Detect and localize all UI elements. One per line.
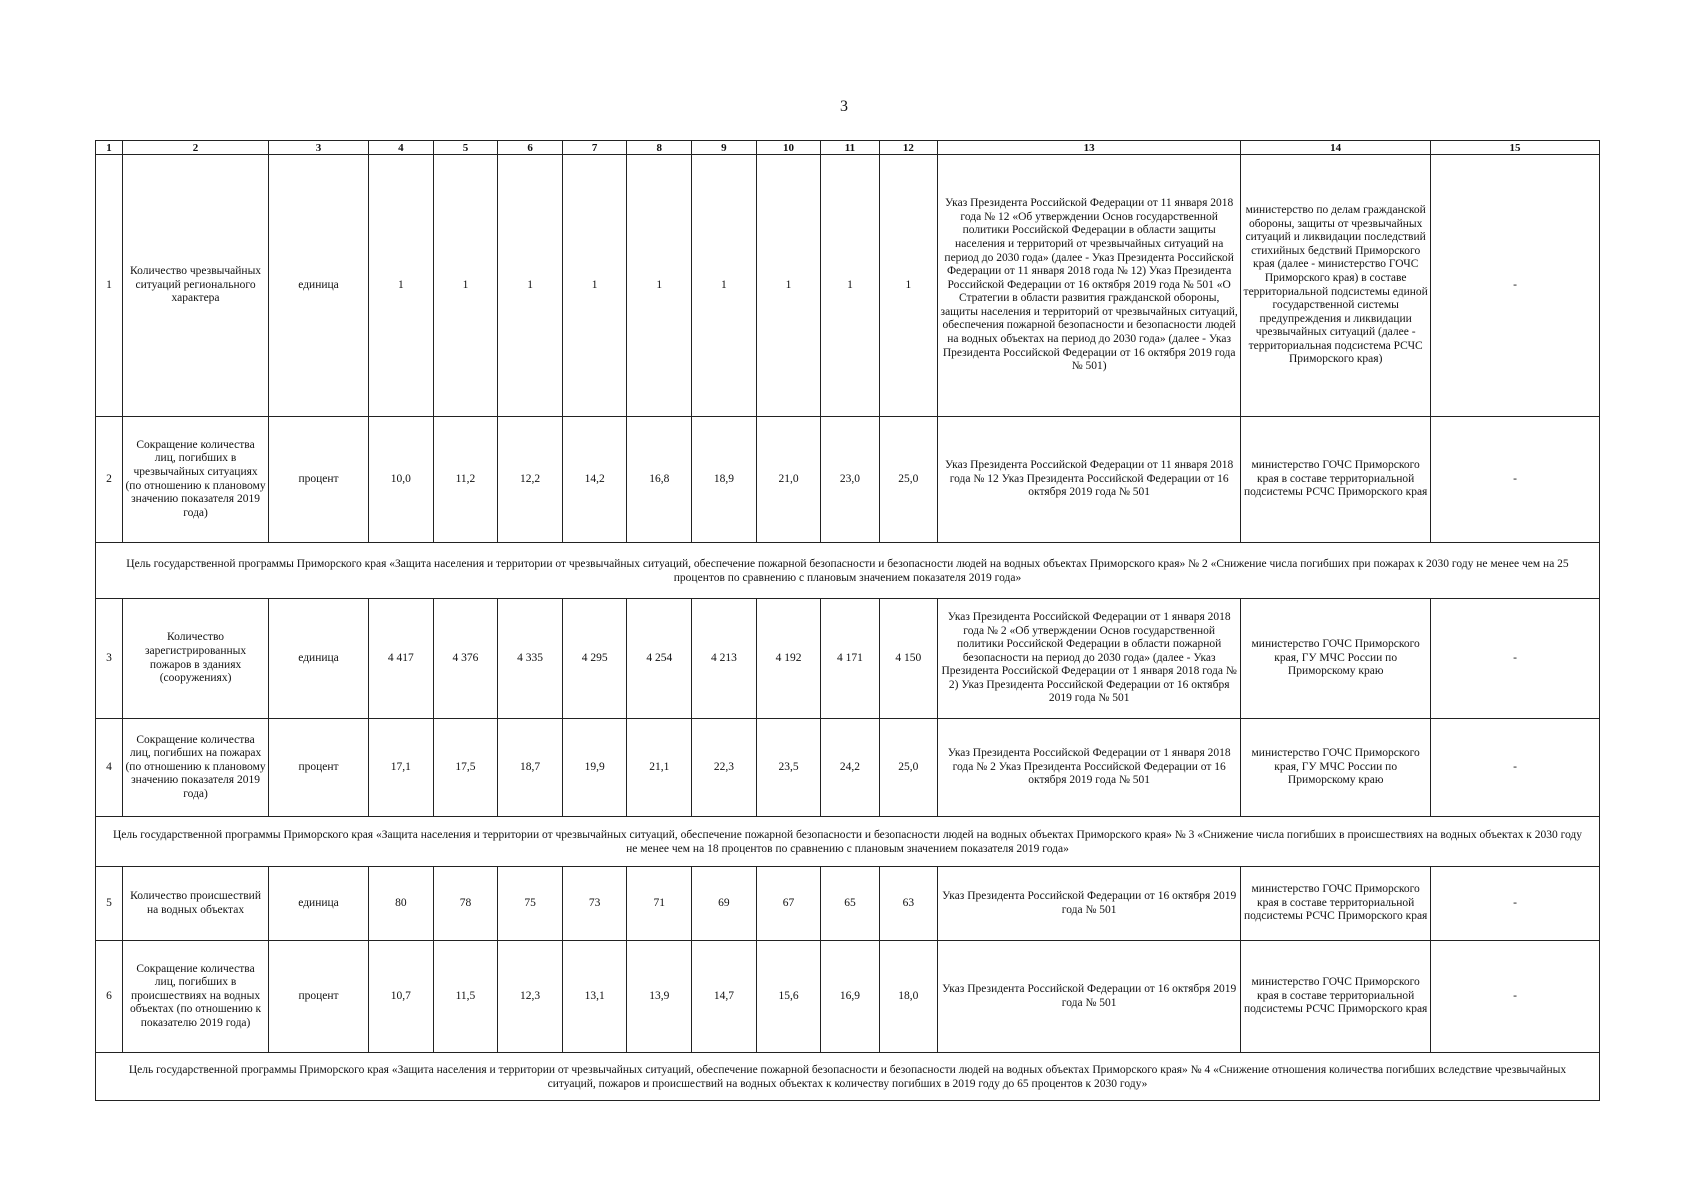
column-15-value: - [1431, 599, 1600, 719]
indicator-value: 1 [879, 155, 937, 417]
indicator-value: 4 171 [821, 599, 879, 719]
indicator-value: 1 [756, 155, 821, 417]
column-number: 12 [879, 141, 937, 155]
indicator-number: 2 [96, 417, 123, 543]
indicator-value: 13,9 [627, 941, 692, 1053]
indicator-name: Сокращение количества лиц, погибших на пожарах (по отношению к плановому значению показателя 2019 года) [123, 719, 269, 817]
column-15-value: - [1431, 155, 1600, 417]
indicator-value: 22,3 [692, 719, 757, 817]
column-number: 9 [692, 141, 757, 155]
program-goal-row [96, 1053, 1600, 1101]
indicator-value: 12,3 [498, 941, 563, 1053]
indicator-value: 80 [369, 867, 434, 941]
table-body [96, 141, 1600, 1101]
indicator-value: 4 213 [692, 599, 757, 719]
program-goal-text: Цель государственной программы Приморского края «Защита населения и территории от чрезвычайных ситуаций, обеспечение пожарной безопасности и безопасности людей на водных объектах Приморского края» № 2 «Снижение числа погибших при пожарах к 2030 году не менее чем на 25 процентов по сравнению с плановым значением показателя 2019 года» [96, 543, 1600, 599]
program-goal-row [96, 817, 1600, 867]
indicator-number: 6 [96, 941, 123, 1053]
indicator-unit: единица [269, 155, 369, 417]
indicator-value: 14,7 [692, 941, 757, 1053]
column-number: 11 [821, 141, 879, 155]
column-15-value: - [1431, 417, 1600, 543]
column-number: 14 [1241, 141, 1431, 155]
indicator-value: 11,5 [433, 941, 498, 1053]
indicator-unit: единица [269, 867, 369, 941]
legal-basis: Указ Президента Российской Федерации от 11 января 2018 года № 12 «Об утверждении Основ государственной политики Российской Федерации в области защиты населения и территорий от чрезвычайных ситуаций на период до 2030 года» (далее - Указ Президента Российской Федерации от 11 января 2018 года № 12) Указ Президента Российской Федерации от 16 октября 2019 года № 501 «О Стратегии в области развития гражданской обороны, защиты населения и территорий от чрезвычайных ситуаций, обеспечения пожарной безопасности и безопасности людей на водных объектах на период до 2030 года» (далее - Указ Президента Российской Федерации от 16 октября 2019 года № 501) [938, 155, 1241, 417]
responsible-executor: министерство ГОЧС Приморского края, ГУ МЧС России по Приморскому краю [1241, 719, 1431, 817]
indicator-value: 73 [562, 867, 627, 941]
responsible-executor: министерство ГОЧС Приморского края, ГУ МЧС России по Приморскому краю [1241, 599, 1431, 719]
indicator-value: 24,2 [821, 719, 879, 817]
indicator-number: 4 [96, 719, 123, 817]
indicator-value: 4 150 [879, 599, 937, 719]
indicator-value: 25,0 [879, 719, 937, 817]
column-number: 3 [269, 141, 369, 155]
indicator-row [96, 867, 1600, 941]
indicator-value: 13,1 [562, 941, 627, 1053]
indicator-value: 10,0 [369, 417, 434, 543]
column-15-value: - [1431, 719, 1600, 817]
indicator-unit: единица [269, 599, 369, 719]
indicator-value: 23,5 [756, 719, 821, 817]
indicator-value: 1 [369, 155, 434, 417]
indicator-value: 1 [562, 155, 627, 417]
legal-basis: Указ Президента Российской Федерации от 1 января 2018 года № 2 Указ Президента Российской Федерации от 16 октября 2019 года № 501 [938, 719, 1241, 817]
page-number: 3 [840, 98, 848, 115]
indicator-value: 17,5 [433, 719, 498, 817]
indicator-name: Количество зарегистрированных пожаров в зданиях (сооружениях) [123, 599, 269, 719]
indicator-value: 25,0 [879, 417, 937, 543]
indicator-value: 16,9 [821, 941, 879, 1053]
column-number: 15 [1431, 141, 1600, 155]
legal-basis: Указ Президента Российской Федерации от 16 октября 2019 года № 501 [938, 867, 1241, 941]
column-number: 7 [562, 141, 627, 155]
indicator-name: Количество чрезвычайных ситуаций регионального характера [123, 155, 269, 417]
indicator-value: 23,0 [821, 417, 879, 543]
indicator-row [96, 719, 1600, 817]
indicator-value: 21,1 [627, 719, 692, 817]
indicator-value: 4 192 [756, 599, 821, 719]
column-number: 13 [938, 141, 1241, 155]
indicator-value: 75 [498, 867, 563, 941]
indicator-row [96, 941, 1600, 1053]
indicator-name: Сокращение количества лиц, погибших в чрезвычайных ситуациях (по отношению к плановому значению показателя 2019 года) [123, 417, 269, 543]
indicator-value: 15,6 [756, 941, 821, 1053]
indicator-value: 18,9 [692, 417, 757, 543]
indicator-value: 63 [879, 867, 937, 941]
legal-basis: Указ Президента Российской Федерации от 11 января 2018 года № 12 Указ Президента Российской Федерации от 16 октября 2019 года № 501 [938, 417, 1241, 543]
indicator-value: 1 [692, 155, 757, 417]
indicator-name: Количество происшествий на водных объектах [123, 867, 269, 941]
column-number-row [96, 141, 1600, 155]
indicator-value: 69 [692, 867, 757, 941]
responsible-executor: министерство ГОЧС Приморского края в составе территориальной подсистемы РСЧС Приморского края [1241, 867, 1431, 941]
indicator-value: 67 [756, 867, 821, 941]
indicators-table [95, 140, 1600, 1101]
responsible-executor: министерство ГОЧС Приморского края в составе территориальной подсистемы РСЧС Приморского края [1241, 417, 1431, 543]
indicator-value: 65 [821, 867, 879, 941]
indicator-value: 16,8 [627, 417, 692, 543]
indicator-value: 21,0 [756, 417, 821, 543]
legal-basis: Указ Президента Российской Федерации от 16 октября 2019 года № 501 [938, 941, 1241, 1053]
indicator-value: 4 376 [433, 599, 498, 719]
indicator-value: 4 295 [562, 599, 627, 719]
indicator-unit: процент [269, 417, 369, 543]
indicator-row [96, 417, 1600, 543]
indicator-number: 5 [96, 867, 123, 941]
indicator-unit: процент [269, 941, 369, 1053]
program-goal-text: Цель государственной программы Приморского края «Защита населения и территории от чрезвычайных ситуаций, обеспечение пожарной безопасности и безопасности людей на водных объектах Приморского края» № 4 «Снижение отношения количества погибших вследствие чрезвычайных ситуаций, пожаров и происшествий на водных объектах к количеству погибших в 2019 году до 65 процентов к 2030 году» [96, 1053, 1600, 1101]
indicator-value: 11,2 [433, 417, 498, 543]
indicator-value: 12,2 [498, 417, 563, 543]
column-number: 10 [756, 141, 821, 155]
indicator-row [96, 599, 1600, 719]
indicator-value: 1 [433, 155, 498, 417]
indicator-value: 17,1 [369, 719, 434, 817]
indicator-value: 4 417 [369, 599, 434, 719]
indicator-value: 10,7 [369, 941, 434, 1053]
indicator-value: 18,0 [879, 941, 937, 1053]
indicator-value: 78 [433, 867, 498, 941]
responsible-executor: министерство ГОЧС Приморского края в составе территориальной подсистемы РСЧС Приморского края [1241, 941, 1431, 1053]
legal-basis: Указ Президента Российской Федерации от 1 января 2018 года № 2 «Об утверждении Основ государственной политики Российской Федерации в области пожарной безопасности на период до 2030 года» (далее - Указ Президента Российской Федерации от 1 января 2018 года № 2) Указ Президента Российской Федерации от 16 октября 2019 года № 501 [938, 599, 1241, 719]
indicator-unit: процент [269, 719, 369, 817]
column-number: 1 [96, 141, 123, 155]
column-number: 6 [498, 141, 563, 155]
program-goal-row [96, 543, 1600, 599]
column-15-value: - [1431, 941, 1600, 1053]
indicator-value: 4 254 [627, 599, 692, 719]
indicator-value: 1 [627, 155, 692, 417]
program-goal-text: Цель государственной программы Приморского края «Защита населения и территории от чрезвычайных ситуаций, обеспечение пожарной безопасности и безопасности людей на водных объектах Приморского края» № 3 «Снижение числа погибших в происшествиях на водных объектах к 2030 году не менее чем на 18 процентов по сравнению с плановым значением показателя 2019 года» [96, 817, 1600, 867]
indicator-number: 1 [96, 155, 123, 417]
indicator-value: 71 [627, 867, 692, 941]
indicator-value: 1 [498, 155, 563, 417]
indicator-value: 18,7 [498, 719, 563, 817]
column-number: 8 [627, 141, 692, 155]
indicator-number: 3 [96, 599, 123, 719]
column-15-value: - [1431, 867, 1600, 941]
column-number: 4 [369, 141, 434, 155]
indicator-value: 14,2 [562, 417, 627, 543]
indicator-value: 19,9 [562, 719, 627, 817]
indicator-value: 1 [821, 155, 879, 417]
responsible-executor: министерство по делам гражданской обороны, защиты от чрезвычайных ситуаций и ликвидации последствий стихийных бедствий Приморского края (далее - министерство ГОЧС Приморского края) в составе территориальной подсистемы единой государственной системы предупреждения и ликвидации чрезвычайных ситуаций (далее - территориальная подсистема РСЧС Приморского края) [1241, 155, 1431, 417]
indicator-row [96, 155, 1600, 417]
column-number: 2 [123, 141, 269, 155]
column-number: 5 [433, 141, 498, 155]
indicator-value: 4 335 [498, 599, 563, 719]
indicator-name: Сокращение количества лиц, погибших в происшествиях на водных объектах (по отношению к показателю 2019 года) [123, 941, 269, 1053]
